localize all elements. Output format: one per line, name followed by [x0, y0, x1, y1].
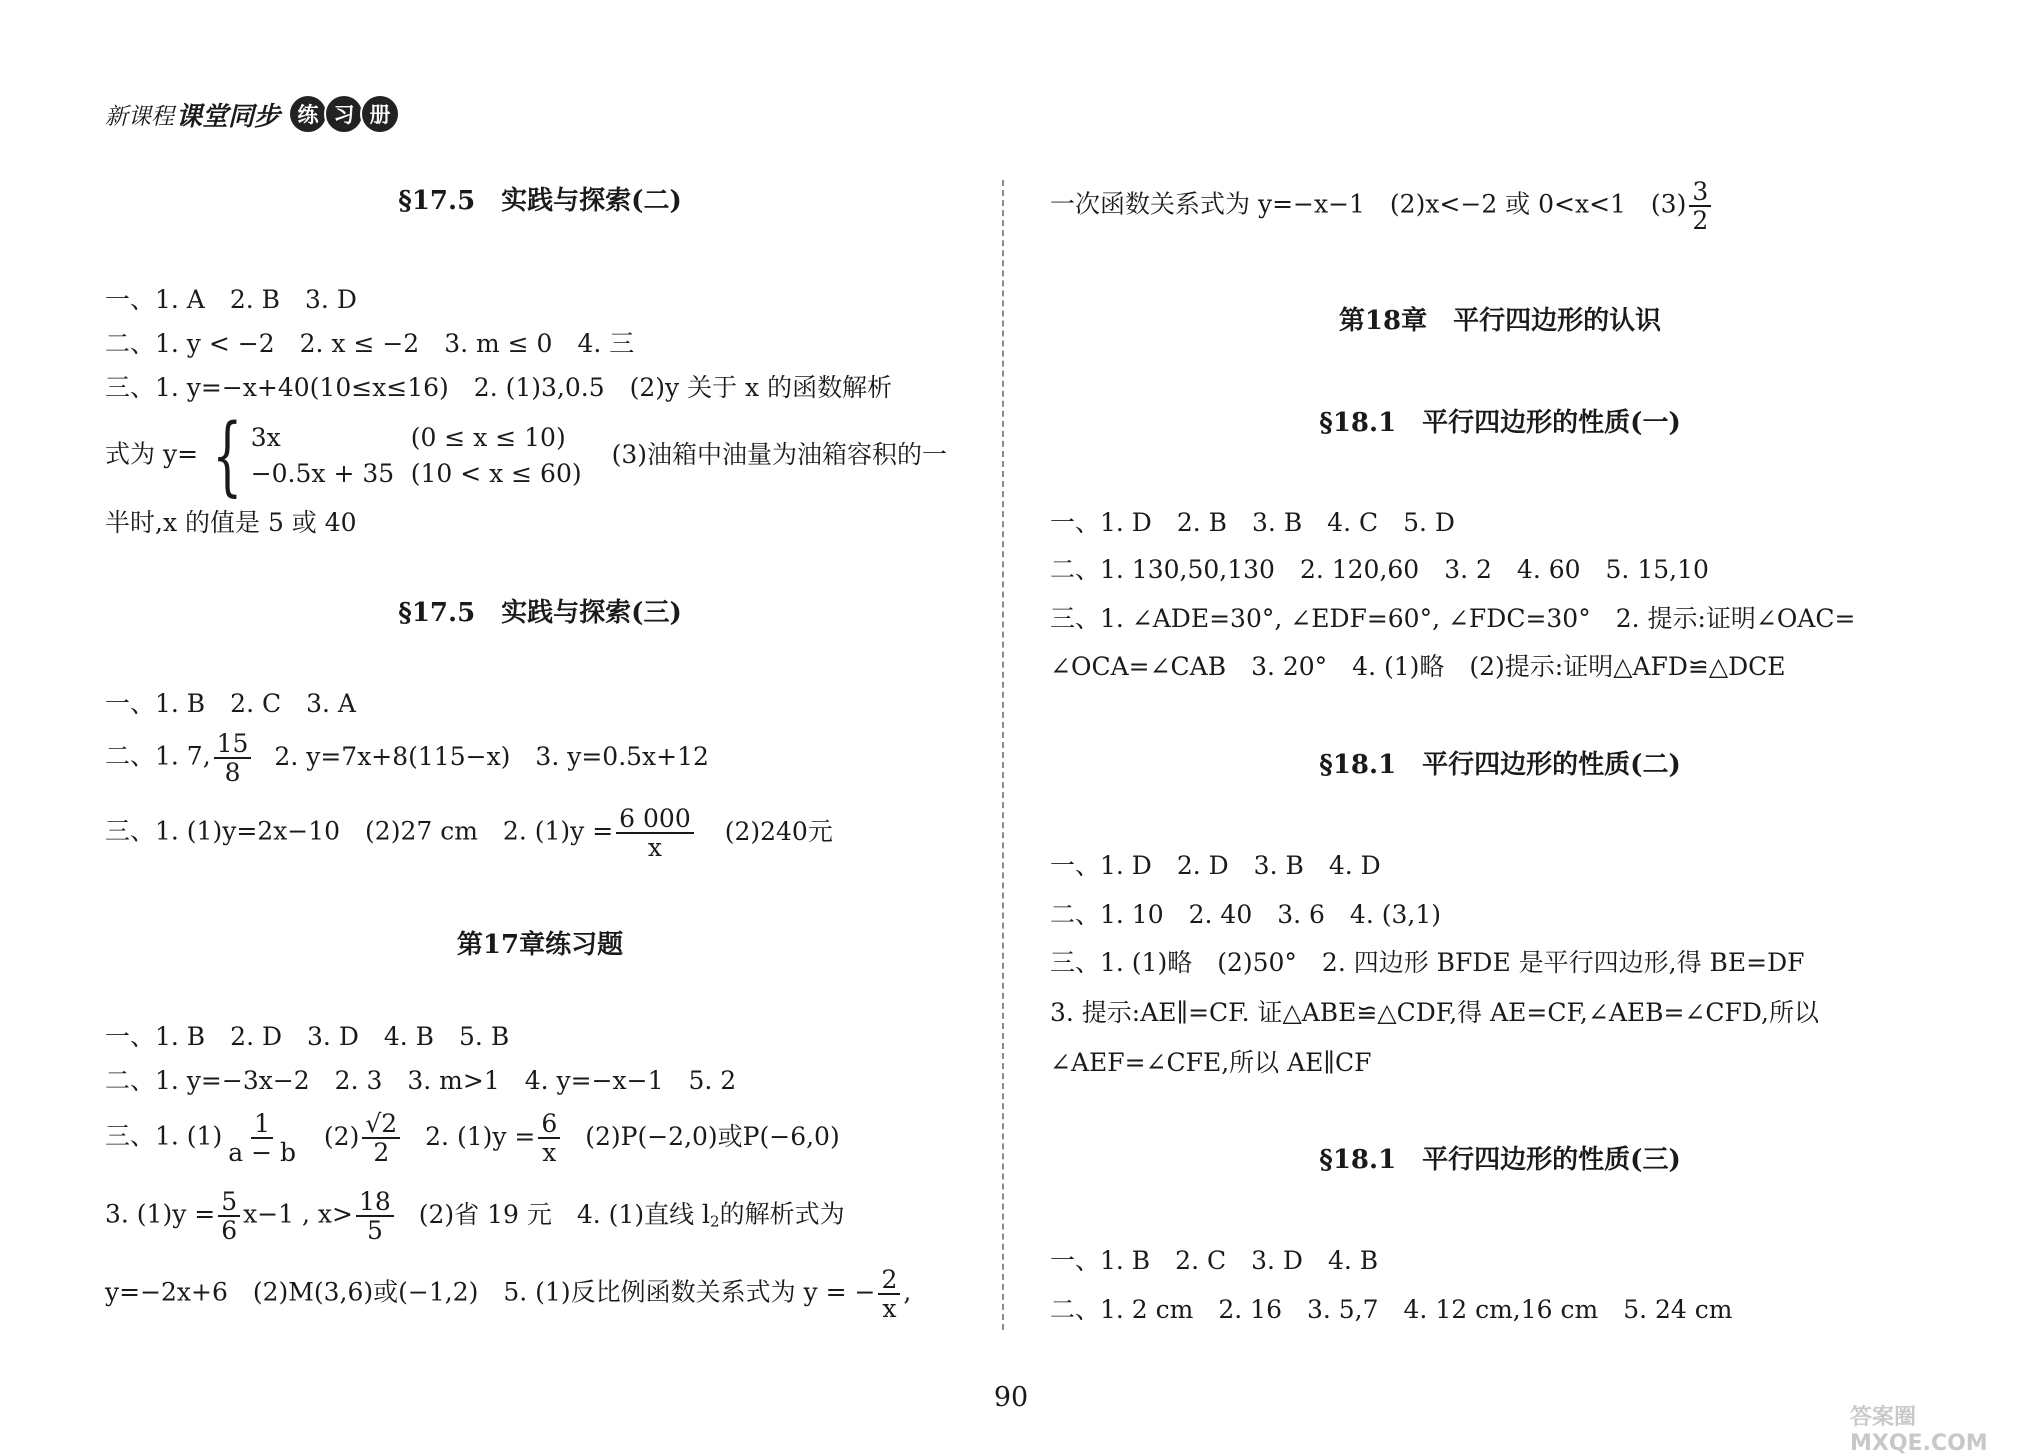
- section-title: §17.5 实践与探索(二): [398, 186, 682, 216]
- fraction: $\frac{1}{a - b}$: [228, 1109, 296, 1167]
- chapter-title: 第18章 平行四边形的认识: [1338, 306, 1662, 336]
- piecewise-function: [206, 406, 582, 506]
- left-brace-glyph: {: [212, 406, 243, 506]
- answer-line: 二、1. 2 cm 2. 16 3. 5,7 4. 12 cm,16 cm 5. 24 cm: [1050, 1295, 1733, 1324]
- piece-formula: −0.5x + 35: [250, 459, 395, 488]
- chapter-exercise-title: 第17章练习题: [456, 930, 624, 960]
- section-title: §18.1 平行四边形的性质(二): [1319, 750, 1681, 780]
- answer-line-fraction: 三、1. (1) $\frac{1}{a - b}$ (2) $\frac{√2}{2}$ 2. (1)y = $\frac{6}{x}$ (2)P(−2,0)或P(−6,0): [105, 1109, 840, 1167]
- answer-line-fraction: 3. (1)y = $\frac{5}{6}$ x−1 , x> $\frac{18}{5}$ (2)省 19 元 4. (1)直线 $l_2$的解析式为: [105, 1187, 845, 1245]
- watermark: 答案圈 MXQE.COM: [1850, 1405, 1988, 1456]
- badge-char: 练: [288, 94, 328, 134]
- badge-char: 习: [324, 94, 364, 134]
- answer-line-fraction: y=−2x+6 (2)M(3,6)或(−1,2) 5. (1)反比例函数关系式为 y = − $\frac{2}{x}$ ,: [105, 1265, 912, 1323]
- answer-line: 一、1. A 2. B 3. D: [105, 285, 357, 314]
- answer-line-fraction: 二、1. 7, $\frac{15}{8}$ 2. y=7x+8(115−x) 3. y=0.5x+12: [105, 729, 709, 787]
- answer-line-fraction: 三、1. (1)y=2x−10 (2)27 cm 2. (1)y = $\frac{6 000}{x}$ (2)240元: [105, 804, 833, 862]
- answer-line-piecewise: [105, 406, 947, 506]
- answer-line: 二、1. 10 2. 40 3. 6 4. (3,1): [1050, 900, 1441, 929]
- series-name-small: 新课程: [105, 103, 174, 130]
- badge-char: 册: [360, 94, 400, 134]
- answer-line: 三、1. ∠ADE=30°, ∠EDF=60°, ∠FDC=30° 2. 提示:证明∠OAC=: [1050, 604, 1856, 633]
- answer-line: 二、1. 130,50,130 2. 120,60 3. 2 4. 60 5. 15,10: [1050, 555, 1709, 584]
- exercise-book-badges: [288, 94, 396, 134]
- fraction: $\frac{18}{5}$: [356, 1188, 394, 1244]
- answer-line: ∠OCA=∠CAB 3. 20° 4. (1)略 (2)提示:证明△AFD≌△DCE: [1050, 652, 1786, 681]
- piece-condition: (10 < x ≤ 60): [410, 459, 582, 488]
- series-name-big: 课堂同步: [176, 101, 281, 132]
- answer-line: 三、1. (1)略 (2)50° 2. 四边形 BFDE 是平行四边形,得 BE=DF: [1050, 948, 1805, 977]
- answer-line: 3. 提示:AE∥=CF. 证△ABE≌△CDF,得 AE=CF,∠AEB=∠CFD,所以: [1050, 998, 1819, 1027]
- piece-condition: (0 ≤ x ≤ 10): [410, 422, 566, 452]
- fraction: $\frac{5}{6}$: [218, 1188, 240, 1244]
- piece-formula: 3x: [250, 422, 281, 452]
- piecewise-prefix: 式为 y=: [105, 439, 199, 469]
- answer-line: 二、1. y < −2 2. x ≤ −2 3. m ≤ 0 4. 三: [105, 329, 635, 358]
- fraction: $\frac{√2}{2}$: [362, 1110, 400, 1166]
- answer-line-fraction: 一次函数关系式为 y=−x−1 (2)x<−2 或 0<x<1 (3) $\frac{3}{2}$: [1050, 178, 1714, 234]
- section-title: §18.1 平行四边形的性质(一): [1319, 408, 1681, 438]
- answer-line: 半时,x 的值是 5 或 40: [105, 508, 357, 537]
- column-divider: [1002, 180, 1004, 1330]
- answer-line: 一、1. B 2. D 3. D 4. B 5. B: [105, 1022, 510, 1051]
- book-header: [105, 92, 396, 136]
- subscript: 2: [710, 1212, 720, 1231]
- answer-line: ∠AEF=∠CFE,所以 AE∥CF: [1050, 1048, 1372, 1077]
- answer-line: 三、1. y=−x+40(10≤x≤16) 2. (1)3,0.5 (2)y 关于 x 的函数解析: [105, 373, 893, 402]
- page-number: 90: [993, 1382, 1029, 1413]
- answer-line: 二、1. y=−3x−2 2. 3 3. m>1 4. y=−x−1 5. 2: [105, 1066, 737, 1095]
- fraction: $\frac{15}{8}$: [214, 730, 252, 786]
- section-title: §18.1 平行四边形的性质(三): [1319, 1145, 1681, 1175]
- answer-line: 一、1. B 2. C 3. D 4. B: [1050, 1246, 1379, 1275]
- section-title: §17.5 实践与探索(三): [398, 598, 682, 628]
- fraction: $\frac{6}{x}$: [538, 1110, 560, 1166]
- answer-line: 一、1. D 2. B 3. B 4. C 5. D: [1050, 508, 1455, 537]
- fraction: $\frac{2}{x}$: [878, 1266, 900, 1322]
- piecewise-suffix: (3)油箱中油量为油箱容积的一: [611, 439, 947, 469]
- answer-line: 一、1. B 2. C 3. A: [105, 689, 356, 718]
- fraction: $\frac{3}{2}$: [1689, 178, 1711, 234]
- answer-line: 一、1. D 2. D 3. B 4. D: [1050, 851, 1381, 880]
- fraction: $\frac{6 000}{x}$: [616, 805, 694, 861]
